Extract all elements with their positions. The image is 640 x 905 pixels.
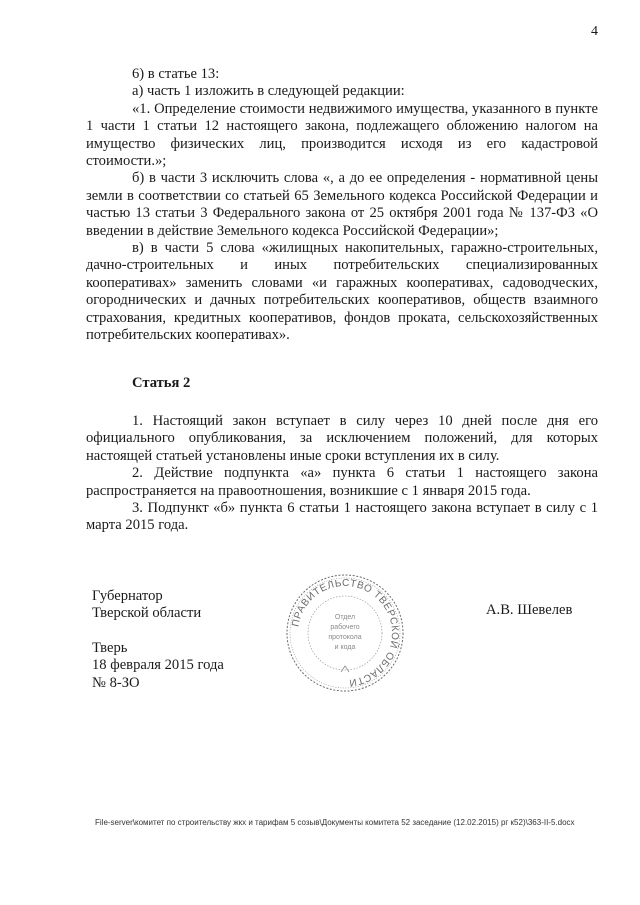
paragraph: а) часть 1 изложить в следующей редакции: bbox=[132, 83, 405, 100]
paragraph: в) в части 5 слова «жилищных накопительных, гаражно-строительных, дачно-строительных и иных потребительских специализированных кооперативах» заменить словами «и гаражных кооперативах, садоводческих, огороднических и дачных потребительских кооперативов, обществ взаимного страхования, кредитных кооперативов, фондов проката, сельскохозяйственных потребительских кооперативах». bbox=[86, 240, 598, 344]
article-paragraph: 2. Действие подпункта «а» пункта 6 статьи 1 настоящего закона распространяется на правоотношения, возникшие с 1 января 2015 года. bbox=[86, 465, 598, 499]
paragraph: «1. Определение стоимости недвижимого имущества, указанного в пункте 1 части 1 статьи 12 настоящего закона, подлежащего обложению налогом на имущество физических лиц, производится исходя из его кадастровой стоимости.»; bbox=[86, 100, 598, 170]
signer-region: Тверской области bbox=[92, 605, 202, 622]
svg-text:ПРАВИТЕЛЬСТВО ТВЕРСКОЙ ОБЛАСТИ bbox=[290, 578, 401, 688]
law-number: № 8-ЗО bbox=[92, 674, 140, 691]
paragraph: 6) в статье 13: bbox=[132, 66, 220, 82]
seal-center-line: и кода bbox=[334, 644, 356, 651]
signer-name: А.В. Шевелев bbox=[486, 602, 573, 618]
file-path-footer: File-server\комитет по строительству жкх и тарифам 5 созыв\Документы комитета 52 заседание (12.02.2015) рг к52)\363-II-5.docx bbox=[95, 818, 575, 827]
seal-emblem-icon bbox=[341, 666, 349, 672]
signer-position: Губернатор bbox=[92, 588, 163, 604]
seal-center-line: Отдел bbox=[334, 614, 356, 621]
article-heading: Статья 2 bbox=[132, 374, 191, 391]
seal-ring-text: ПРАВИТЕЛЬСТВО ТВЕРСКОЙ ОБЛАСТИ bbox=[290, 577, 401, 688]
page-number: 4 bbox=[591, 24, 598, 39]
seal-center-line: протокола bbox=[328, 634, 362, 641]
seal-center-line: рабочего bbox=[330, 624, 360, 631]
signature-block bbox=[92, 588, 224, 692]
signing-date: 18 февраля 2015 года bbox=[92, 657, 224, 674]
paragraph: б) в части 3 исключить слова «, а до ее определения - нормативной цены земли в соответствии со статьей 65 Земельного кодекса Российской Федерации и частью 13 статьи 3 Федерального закона от 25 октября 2001 года № 137-ФЗ «О введении в действие Земельного кодекса Российской Федерации»; bbox=[86, 170, 598, 239]
city: Тверь bbox=[92, 639, 128, 656]
article-paragraph: 1. Настоящий закон вступает в силу через 10 дней после дня его официального опубликования, за исключением положений, для которых настоящей статьей установлены иные сроки вступления их в силу. bbox=[86, 412, 598, 464]
official-seal bbox=[284, 572, 406, 694]
article-paragraph: 3. Подпункт «б» пункта 6 статьи 1 настоящего закона вступает в силу с 1 марта 2015 года. bbox=[86, 499, 598, 534]
document-body bbox=[86, 66, 598, 535]
